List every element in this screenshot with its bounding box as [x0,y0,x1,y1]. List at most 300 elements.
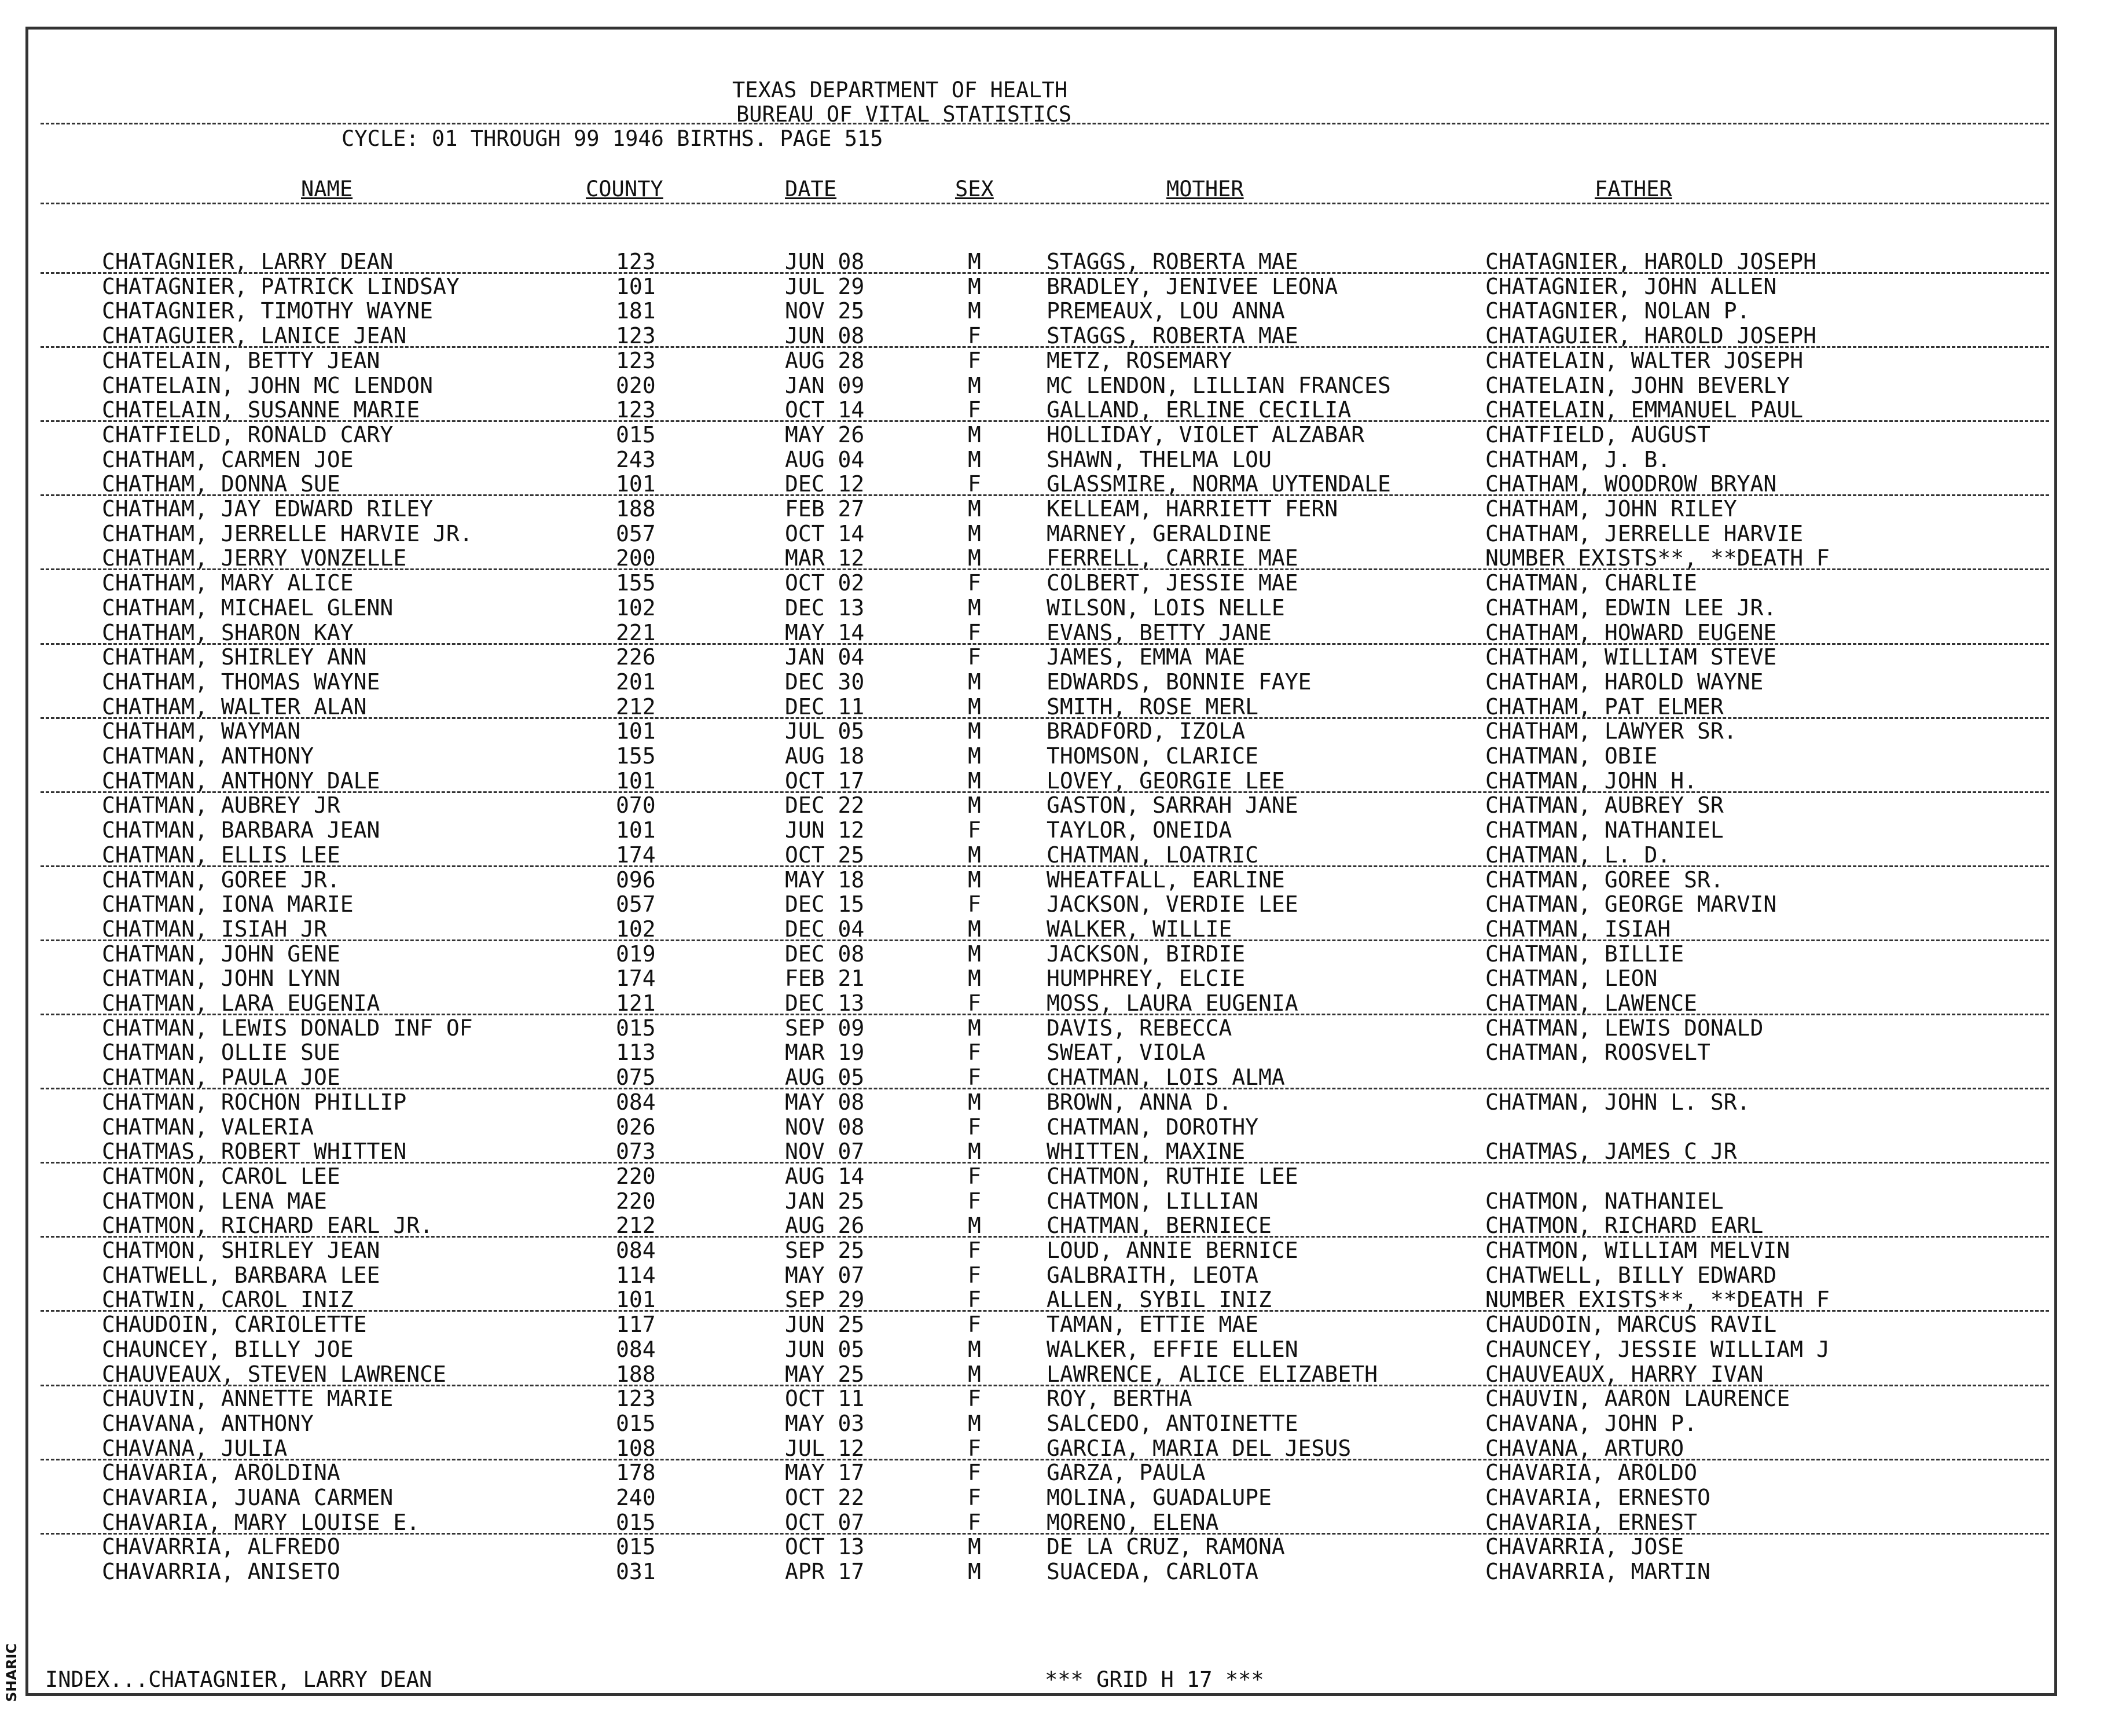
cell-name: CHAUNCEY, BILLY JOE [102,1337,354,1362]
cell-name: CHATMAN, PAULA JOE [102,1065,340,1090]
cell-county: 101 [616,1287,656,1312]
cell-father: CHATMAN, BILLIE [1485,941,1684,967]
cell-sex: F [968,1436,981,1461]
cell-county: 220 [616,1188,656,1214]
cell-name: CHATELAIN, BETTY JEAN [102,348,380,373]
table-row [0,1262,2061,1287]
cell-county: 200 [616,545,656,571]
row-rule [41,791,2049,793]
cell-name: CHATHAM, CARMEN JOE [102,447,354,472]
cell-county: 084 [616,1337,656,1362]
cell-sex: M [968,1337,981,1362]
cell-name: CHATWELL, BARBARA LEE [102,1262,380,1288]
cell-sex: F [968,1164,981,1189]
row-rule [41,1459,2049,1460]
cell-mother: BRADFORD, IZOLA [1047,718,1246,744]
cell-date: JAN 25 [785,1188,865,1214]
header-rule [41,123,2049,124]
row-rule [41,1162,2049,1164]
grid-footer: *** GRID H 17 *** [1045,1667,1264,1692]
cell-county: 155 [616,743,656,769]
cell-name: CHATMON, RICHARD EARL JR. [102,1213,433,1238]
cell-date: AUG 18 [785,743,865,769]
cell-mother: MC LENDON, LILLIAN FRANCES [1047,373,1391,398]
cell-name: CHATMAN, GOREE JR. [102,867,340,893]
cell-father: CHAVARRIA, JOSE [1485,1534,1684,1559]
table-row [0,792,2061,817]
cell-mother: GARCIA, MARIA DEL JESUS [1047,1436,1352,1461]
cell-father: CHATMAN, CHARLIE [1485,570,1698,596]
row-rule [41,420,2049,422]
cell-father: CHAVANA, JOHN P. [1485,1411,1698,1436]
cell-sex: M [968,1213,981,1238]
cell-mother: SWEAT, VIOLA [1047,1040,1206,1065]
cell-mother: CHATMAN, LOIS ALMA [1047,1065,1285,1090]
table-row [0,916,2061,941]
cell-date: FEB 21 [785,966,865,991]
cell-date: MAR 19 [785,1040,865,1065]
cell-county: 201 [616,669,656,695]
cell-name: CHAUDOIN, CARIOLETTE [102,1312,367,1337]
row-rule [41,643,2049,645]
table-row [0,1065,2061,1089]
cell-father: CHATAGUIER, HAROLD JOSEPH [1485,323,1816,348]
table-row [0,1510,2061,1534]
cell-name: CHATHAM, JERRY VONZELLE [102,545,407,571]
cell-sex: F [968,817,981,843]
cell-mother: GARZA, PAULA [1047,1460,1206,1485]
row-rule [41,1533,2049,1535]
cell-county: 123 [616,348,656,373]
cell-father: CHATAGNIER, NOLAN P. [1485,298,1750,324]
cell-sex: M [968,669,981,695]
cell-date: MAY 03 [785,1411,865,1436]
cell-county: 117 [616,1312,656,1337]
cell-father: CHATELAIN, WALTER JOSEPH [1485,348,1804,373]
cell-mother: PREMEAUX, LOU ANNA [1047,298,1285,324]
table-row [0,545,2061,570]
cell-county: 212 [616,1213,656,1238]
cell-sex: F [968,323,981,348]
cell-name: CHATELAIN, SUSANNE MARIE [102,397,420,423]
cell-date: OCT 14 [785,397,865,423]
cell-father: NUMBER EXISTS**, **DEATH F [1485,545,1830,571]
cell-mother: METZ, ROSEMARY [1047,348,1232,373]
cell-mother: GASTON, SARRAH JANE [1047,792,1298,818]
cell-mother: MOLINA, GUADALUPE [1047,1485,1272,1510]
cell-date: OCT 25 [785,842,865,868]
cell-mother: HUMPHREY, ELCIE [1047,966,1246,991]
cell-date: MAR 12 [785,545,865,571]
cell-sex: F [968,1238,981,1263]
cell-date: AUG 05 [785,1065,865,1090]
cell-county: 026 [616,1114,656,1140]
table-row [0,373,2061,397]
cell-date: SEP 29 [785,1287,865,1312]
table-row [0,1534,2061,1558]
cell-father: CHATMAN, OBIE [1485,743,1658,769]
cell-sex: M [968,1015,981,1041]
cell-date: OCT 13 [785,1534,865,1559]
cell-county: 084 [616,1089,656,1115]
cell-date: DEC 11 [785,694,865,720]
cell-mother: JACKSON, VERDIE LEE [1047,891,1298,917]
cell-mother: SUACEDA, CARLOTA [1047,1559,1259,1584]
cell-county: 108 [616,1436,656,1461]
cell-sex: M [968,545,981,571]
cell-father: CHATMAN, ROOSVELT [1485,1040,1710,1065]
row-rule [41,1014,2049,1015]
cell-county: 101 [616,471,656,497]
cell-date: DEC 13 [785,990,865,1016]
cell-mother: GALLAND, ERLINE CECILIA [1047,397,1352,423]
cell-sex: M [968,447,981,472]
cell-sex: M [968,768,981,794]
col-header-county: COUNTY [586,177,663,201]
cell-mother: LOUD, ANNIE BERNICE [1047,1238,1298,1263]
table-row [0,1164,2061,1188]
cell-father: CHATAGNIER, JOHN ALLEN [1485,274,1777,299]
cell-date: JUN 08 [785,249,865,274]
cell-sex: F [968,1312,981,1337]
cell-father: CHATWELL, BILLY EDWARD [1485,1262,1777,1288]
cell-sex: M [968,595,981,621]
cell-father: CHATMON, WILLIAM MELVIN [1485,1238,1790,1263]
table-row [0,1485,2061,1509]
cell-mother: LAWRENCE, ALICE ELIZABETH [1047,1361,1378,1387]
cell-father: CHATFIELD, AUGUST [1485,422,1710,447]
cell-father: NUMBER EXISTS**, **DEATH F [1485,1287,1830,1312]
cell-father: CHAVARIA, AROLDO [1485,1460,1698,1485]
table-row [0,471,2061,496]
cell-father: CHAUDOIN, MARCUS RAVIL [1485,1312,1777,1337]
cell-date: DEC 15 [785,891,865,917]
cell-county: 188 [616,496,656,522]
table-row [0,1337,2061,1361]
cell-mother: GALBRAITH, LEOTA [1047,1262,1259,1288]
cell-county: 181 [616,298,656,324]
table-row [0,743,2061,768]
cell-sex: F [968,1114,981,1140]
cell-date: OCT 17 [785,768,865,794]
table-row [0,867,2061,891]
col-header-mother: MOTHER [1166,177,1244,201]
cell-date: OCT 22 [785,1485,865,1510]
table-row [0,1361,2061,1386]
cell-name: CHATMAN, JOHN GENE [102,941,340,967]
cell-name: CHATAGNIER, PATRICK LINDSAY [102,274,460,299]
cell-father: CHATMAS, JAMES C JR [1485,1139,1737,1164]
cell-mother: BRADLEY, JENIVEE LEONA [1047,274,1338,299]
cell-mother: CHATMAN, DOROTHY [1047,1114,1259,1140]
cell-father: CHATMAN, LAWENCE [1485,990,1698,1016]
cell-name: CHATHAM, THOMAS WAYNE [102,669,380,695]
cell-county: 101 [616,274,656,299]
department-title: TEXAS DEPARTMENT OF HEALTH [732,78,1068,102]
table-row [0,990,2061,1015]
cell-date: MAY 18 [785,867,865,893]
cell-county: 174 [616,842,656,868]
cell-mother: EVANS, BETTY JANE [1047,620,1272,645]
col-header-name: NAME [301,177,353,201]
cell-date: JUL 12 [785,1436,865,1461]
cell-date: JUN 05 [785,1337,865,1362]
cell-mother: GLASSMIRE, NORMA UYTENDALE [1047,471,1391,497]
cell-name: CHATHAM, SHIRLEY ANN [102,644,367,670]
cell-father: CHATMAN, ISIAH [1485,916,1671,942]
row-rule [41,494,2049,496]
cell-date: JUN 25 [785,1312,865,1337]
cell-mother: CHATMON, RUTHIE LEE [1047,1164,1298,1189]
cell-sex: F [968,1386,981,1411]
cell-county: 123 [616,1386,656,1411]
cell-name: CHATAGUIER, LANICE JEAN [102,323,407,348]
cell-county: 221 [616,620,656,645]
cell-county: 015 [616,1534,656,1559]
cell-mother: STAGGS, ROBERTA MAE [1047,323,1298,348]
cell-mother: JACKSON, BIRDIE [1047,941,1246,967]
cycle-line: CYCLE: 01 THROUGH 99 1946 BIRTHS. PAGE 515 [342,126,883,151]
table-row [0,348,2061,372]
cell-date: NOV 25 [785,298,865,324]
cell-date: DEC 22 [785,792,865,818]
cell-name: CHATHAM, DONNA SUE [102,471,340,497]
cell-mother: SHAWN, THELMA LOU [1047,447,1272,472]
cell-sex: F [968,990,981,1016]
cell-sex: F [968,1040,981,1065]
cell-name: CHATMAN, BARBARA JEAN [102,817,380,843]
cell-name: CHATMAN, IONA MARIE [102,891,354,917]
table-row [0,570,2061,594]
cell-sex: M [968,743,981,769]
cell-father: CHATMAN, GOREE SR. [1485,867,1724,893]
cell-father: CHATELAIN, EMMANUEL PAUL [1485,397,1804,423]
cell-father: CHATMAN, NATHANIEL [1485,817,1724,843]
cell-county: 113 [616,1040,656,1065]
cell-father: CHATHAM, HOWARD EUGENE [1485,620,1777,645]
table-row [0,1460,2061,1484]
cell-sex: F [968,1460,981,1485]
table-row [0,1188,2061,1213]
cell-county: 101 [616,768,656,794]
cell-date: DEC 13 [785,595,865,621]
cell-name: CHATMAS, ROBERT WHITTEN [102,1139,407,1164]
cell-sex: M [968,1089,981,1115]
cell-name: CHATELAIN, JOHN MC LENDON [102,373,433,398]
table-row [0,1089,2061,1114]
cell-sex: F [968,348,981,373]
cell-date: SEP 25 [785,1238,865,1263]
cell-mother: WALKER, EFFIE ELLEN [1047,1337,1298,1362]
cell-mother: THOMSON, CLARICE [1047,743,1259,769]
cell-county: 015 [616,1015,656,1041]
cell-date: AUG 26 [785,1213,865,1238]
cell-mother: JAMES, EMMA MAE [1047,644,1246,670]
row-rule [41,1236,2049,1238]
cell-date: JAN 04 [785,644,865,670]
cell-county: 220 [616,1164,656,1189]
cell-name: CHATMAN, ANTHONY [102,743,314,769]
row-rule [41,1310,2049,1312]
table-row [0,718,2061,743]
cell-father: CHATHAM, WILLIAM STEVE [1485,644,1777,670]
cell-mother: ALLEN, SYBIL INIZ [1047,1287,1272,1312]
cell-county: 015 [616,1510,656,1535]
index-footer: INDEX...CHATAGNIER, LARRY DEAN [45,1667,432,1692]
table-row [0,891,2061,916]
cell-sex: M [968,1361,981,1387]
cell-county: 123 [616,249,656,274]
cell-date: AUG 04 [785,447,865,472]
cell-county: 019 [616,941,656,967]
cell-date: DEC 04 [785,916,865,942]
side-label: SHARIC [3,1643,20,1702]
cell-father: CHAUVEAUX, HARRY IVAN [1485,1361,1764,1387]
cell-father: CHATELAIN, JOHN BEVERLY [1485,373,1790,398]
cell-mother: COLBERT, JESSIE MAE [1047,570,1298,596]
cell-county: 240 [616,1485,656,1510]
table-row [0,1213,2061,1237]
table-row [0,644,2061,669]
row-rule [41,346,2049,348]
cell-county: 057 [616,891,656,917]
cell-county: 070 [616,792,656,818]
cell-name: CHATHAM, MARY ALICE [102,570,354,596]
cell-name: CHATAGNIER, TIMOTHY WAYNE [102,298,433,324]
cell-name: CHATMON, CAROL LEE [102,1164,340,1189]
row-rule [41,568,2049,570]
cell-name: CHATMAN, LARA EUGENIA [102,990,380,1016]
table-row [0,1139,2061,1163]
cell-date: FEB 27 [785,496,865,522]
cell-sex: F [968,397,981,423]
table-row [0,1411,2061,1435]
cell-father: CHAVARRIA, MARTIN [1485,1559,1710,1584]
cell-date: OCT 07 [785,1510,865,1535]
cell-father: CHATAGNIER, HAROLD JOSEPH [1485,249,1816,274]
cell-sex: M [968,694,981,720]
table-row [0,842,2061,867]
column-header-rule [41,203,2049,204]
cell-county: 075 [616,1065,656,1090]
table-row [0,1238,2061,1262]
cell-county: 174 [616,966,656,991]
cell-mother: WHEATFALL, EARLINE [1047,867,1285,893]
cell-father: CHATMAN, AUBREY SR [1485,792,1724,818]
cell-father: CHATMON, RICHARD EARL [1485,1213,1764,1238]
cell-county: 243 [616,447,656,472]
cell-county: 123 [616,397,656,423]
cell-name: CHAUVEAUX, STEVEN LAWRENCE [102,1361,446,1387]
cell-name: CHAVANA, JULIA [102,1436,288,1461]
cell-father: CHATMAN, JOHN L. SR. [1485,1089,1750,1115]
cell-date: JUL 05 [785,718,865,744]
cell-father: CHATMAN, LEWIS DONALD [1485,1015,1764,1041]
table-row [0,323,2061,347]
col-header-sex: SEX [955,177,994,201]
cell-date: MAY 26 [785,422,865,447]
cell-sex: F [968,644,981,670]
table-row [0,1386,2061,1410]
table-row [0,397,2061,421]
cell-mother: TAYLOR, ONEIDA [1047,817,1232,843]
cell-mother: DE LA CRUZ, RAMONA [1047,1534,1285,1559]
cell-sex: M [968,966,981,991]
cell-father: CHATHAM, JOHN RILEY [1485,496,1737,522]
cell-sex: M [968,521,981,546]
cell-father: CHATMAN, JOHN H. [1485,768,1698,794]
cell-father: CHATHAM, EDWIN LEE JR. [1485,595,1777,621]
cell-county: 102 [616,595,656,621]
cell-sex: M [968,941,981,967]
cell-name: CHATHAM, JERRELLE HARVIE JR. [102,521,473,546]
cell-name: CHATMAN, LEWIS DONALD INF OF [102,1015,473,1041]
cell-mother: FERRELL, CARRIE MAE [1047,545,1298,571]
cell-sex: F [968,620,981,645]
table-row [0,941,2061,966]
cell-name: CHATHAM, MICHAEL GLENN [102,595,394,621]
cell-sex: F [968,471,981,497]
cell-mother: MOSS, LAURA EUGENIA [1047,990,1298,1016]
cell-mother: HOLLIDAY, VIOLET ALZABAR [1047,422,1365,447]
cell-date: JUN 08 [785,323,865,348]
cell-name: CHATMAN, AUBREY JR [102,792,340,818]
cell-father: CHATHAM, HAROLD WAYNE [1485,669,1764,695]
cell-county: 114 [616,1262,656,1288]
cell-mother: EDWARDS, BONNIE FAYE [1047,669,1312,695]
cell-name: CHATMAN, JOHN LYNN [102,966,340,991]
cell-county: 084 [616,1238,656,1263]
cell-county: 073 [616,1139,656,1164]
cell-date: JUN 12 [785,817,865,843]
cell-sex: F [968,891,981,917]
cell-father: CHAUVIN, AARON LAURENCE [1485,1386,1790,1411]
cell-mother: DAVIS, REBECCA [1047,1015,1232,1041]
table-row [0,1287,2061,1311]
cell-date: JAN 09 [785,373,865,398]
cell-sex: M [968,422,981,447]
cell-sex: M [968,274,981,299]
table-row [0,595,2061,619]
cell-county: 020 [616,373,656,398]
cell-father: CHAUNCEY, JESSIE WILLIAM J [1485,1337,1830,1362]
cell-county: 188 [616,1361,656,1387]
cell-date: DEC 12 [785,471,865,497]
cell-name: CHAVARIA, MARY LOUISE E. [102,1510,420,1535]
table-row [0,447,2061,471]
cell-father: CHATHAM, JERRELLE HARVIE [1485,521,1804,546]
col-header-date: DATE [785,177,837,201]
cell-date: NOV 07 [785,1139,865,1164]
table-row [0,1015,2061,1040]
cell-date: DEC 30 [785,669,865,695]
col-header-father: FATHER [1595,177,1672,201]
cell-sex: F [968,1188,981,1214]
table-row [0,521,2061,545]
cell-name: CHATMON, LENA MAE [102,1188,327,1214]
table-row [0,1114,2061,1139]
cell-mother: SALCEDO, ANTOINETTE [1047,1411,1298,1436]
table-row [0,694,2061,718]
cell-county: 226 [616,644,656,670]
cell-county: 015 [616,1411,656,1436]
cell-sex: M [968,1559,981,1584]
cell-name: CHATMAN, ELLIS LEE [102,842,340,868]
cell-father: CHAVANA, ARTURO [1485,1436,1684,1461]
cell-father: CHATHAM, WOODROW BRYAN [1485,471,1777,497]
table-row [0,966,2061,990]
cell-mother: MORENO, ELENA [1047,1510,1219,1535]
